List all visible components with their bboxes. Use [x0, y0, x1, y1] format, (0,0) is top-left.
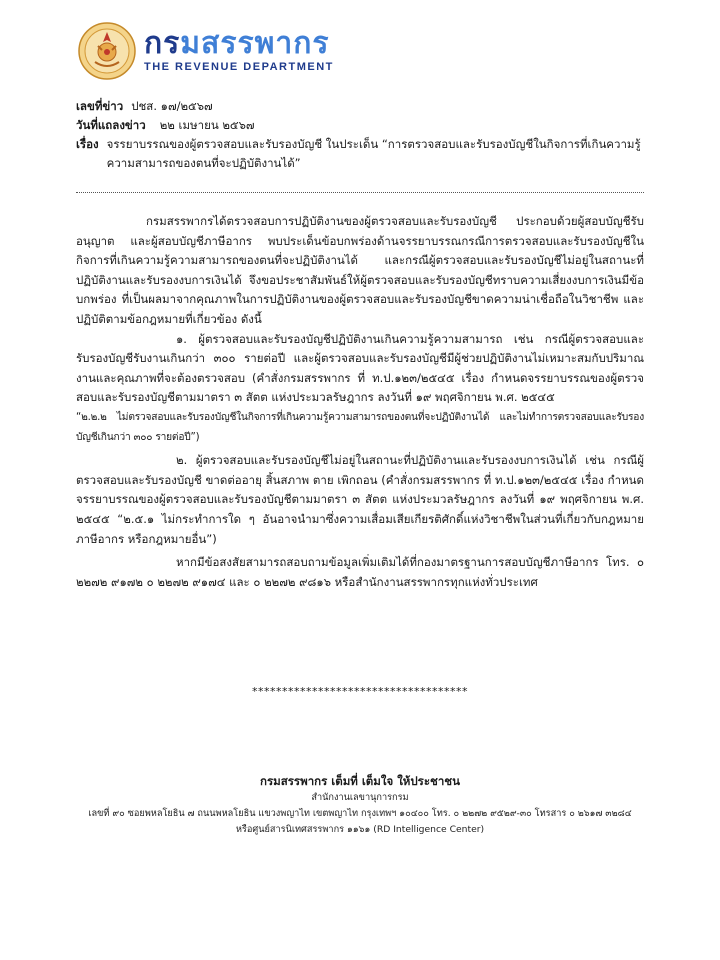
footer [60, 772, 660, 838]
header-logo [78, 22, 334, 80]
star-separator: ************************************ [252, 685, 468, 698]
org-name-thai: กรมสรรพากร [144, 27, 330, 60]
subject-value: จรรยาบรรณของผู้ตรวจสอบและรับรองบัญชี ในประเด็น “การตรวจสอบและรับรองบัญชีในกิจการที่เกินความรู้ความสามารถของตนที่จะปฏิบัติงานได้” [106, 137, 641, 170]
news-number-value: ปชส. ๑๗/๒๕๖๗ [131, 99, 213, 113]
release-date-value: ๒๒ เมษายน ๒๕๖๗ [159, 118, 255, 132]
news-number-label: เลขที่ข่าว [76, 99, 124, 113]
item-1-quote: “๒.๒.๒ ไม่ตรวจสอบและรับรองบัญชีในกิจการที่เกินความรู้ความสามารถของตนที่จะปฏิบัติงานได้ และไม่ทำการตรวจสอบและรับรองบัญชีเกินกว่า ๓๐๐ รายต่อปี”) [76, 411, 644, 443]
footer-office: สำนักงานเลขานุการกรม [311, 792, 409, 803]
item-2-paragraph: ๒. ผู้ตรวจสอบและรับรองบัญชีไม่อยู่ในสถานะที่ปฏิบัติงานและรับรองงบการเงินได้ เช่น กรณีผู้ตรวจสอบและรับรองบัญชี ขาดต่ออายุ สิ้นสภาพ ตาย เพิกถอน (คำสั่งกรมสรรพากร ที่ ท.ป.๑๒๓/๒๕๔๕ เรื่อง กำหนดจรรยาบรรณของผู้ตรวจสอบและรับรองบัญชีตามมาตรา ๓ สัตต แห่งประมวลรัษฎากร ลงวันที่ ๑๙ พฤศจิกายน พ.ศ. ๒๕๔๕ “๒.๕.๑ ไม่กระทำการใด ๆ อันอาจนำมาซึ่งความเสื่อมเสียเกียรติศักดิ์แห่งวิชาชีพในส่วนที่เกี่ยวกับกฎหมายภาษีอากร หรือกฎหมายอื่น”) [76, 453, 644, 546]
intro-paragraph: กรมสรรพากรได้ตรวจสอบการปฏิบัติงานของผู้ตรวจสอบและรับรองบัญชี ประกอบด้วยผู้สอบบัญชีรับอนุญาต และผู้สอบบัญชีภาษีอากร พบประเด็นข้อบกพร่องด้านจรรยาบรรณกรณีการตรวจสอบและรับรองบัญชีในกิจการที่เกินความรู้ความสามารถของตนที่จะปฏิบัติงานได้ และกรณีผู้ตรวจสอบและรับรองบัญชีไม่อยู่ในสถานะที่ปฏิบัติงานและรับรองงบการเงินได้ จึงขอประชาสัมพันธ์ให้ผู้ตรวจสอบและรับรองบัญชีทราบความเสี่ยงงบการเงินมีข้อบกพร่อง ที่เป็นผลมาจากคุณภาพในการปฏิบัติงานของผู้ตรวจสอบและรับรองบัญชีขาดความน่าเชื่อถือในวิชาชีพ และปฏิบัติตามข้อกฎหมายที่เกี่ยวข้อง ดังนี้ [76, 214, 644, 326]
contact-paragraph: หากมีข้อสงสัยสามารถสอบถามข้อมูลเพิ่มเติมได้ที่กองมาตรฐานการสอบบัญชีภาษีอากร โทร. ๐ ๒๒๗๒ ๙๑๗๒ ๐ ๒๒๗๒ ๙๑๗๔ และ ๐ ๒๒๗๒ ๙๘๑๖ หรือสำนักงานสรรพากรทุกแห่งทั่วประเทศ [76, 555, 644, 589]
footer-info-center: หรือศูนย์สารนิเทศสรรพากร ๑๑๖๑ (RD Intelligence Center) [235, 824, 485, 835]
release-meta [76, 97, 656, 173]
item-1-paragraph: ๑. ผู้ตรวจสอบและรับรองบัญชีปฏิบัติงานเกินความรู้ความสามารถ เช่น กรณีผู้ตรวจสอบและรับรองบัญชีรับงานเกินกว่า ๓๐๐ รายต่อปี และผู้ตรวจสอบและรับรองบัญชีมีผู้ช่วยปฏิบัติงานไม่เหมาะสมกับปริมาณงานและคุณภาพที่จะต้องตรวจสอบ (คำสั่งกรมสรรพากร ที่ ท.ป.๑๒๓/๒๕๔๕ เรื่อง กำหนดจรรยาบรรณของผู้ตรวจสอบและรับรองบัญชีตามมาตรา ๓ สัตต แห่งประมวลรัษฎากร ลงวันที่ ๑๙ พฤศจิกายน พ.ศ. ๒๕๔๕ [76, 331, 644, 405]
revenue-department-seal-icon [78, 22, 136, 80]
news-number-row [76, 97, 656, 116]
release-date-label: วันที่แถลงข่าว [76, 118, 146, 132]
release-body [76, 212, 644, 592]
release-date-row [76, 116, 656, 135]
footer-address: เลขที่ ๙๐ ซอยพหลโยธิน ๗ ถนนพหลโยธิน แขวงพญาไท เขตพญาไท กรุงเทพฯ ๑๐๔๐๐ โทร. ๐ ๒๒๗๒ ๙๕๒๙-๓๐ โทรสาร ๐ ๒๖๑๗ ๓๒๘๔ [88, 808, 632, 819]
footer-slogan: กรมสรรพากร เต็มที่ เต็มใจ ให้ประชาชน [260, 774, 460, 788]
subject-row [76, 135, 656, 173]
org-name-english: THE REVENUE DEPARTMENT [144, 61, 334, 73]
dotted-divider [76, 192, 644, 193]
subject-label: เรื่อง [76, 137, 99, 151]
